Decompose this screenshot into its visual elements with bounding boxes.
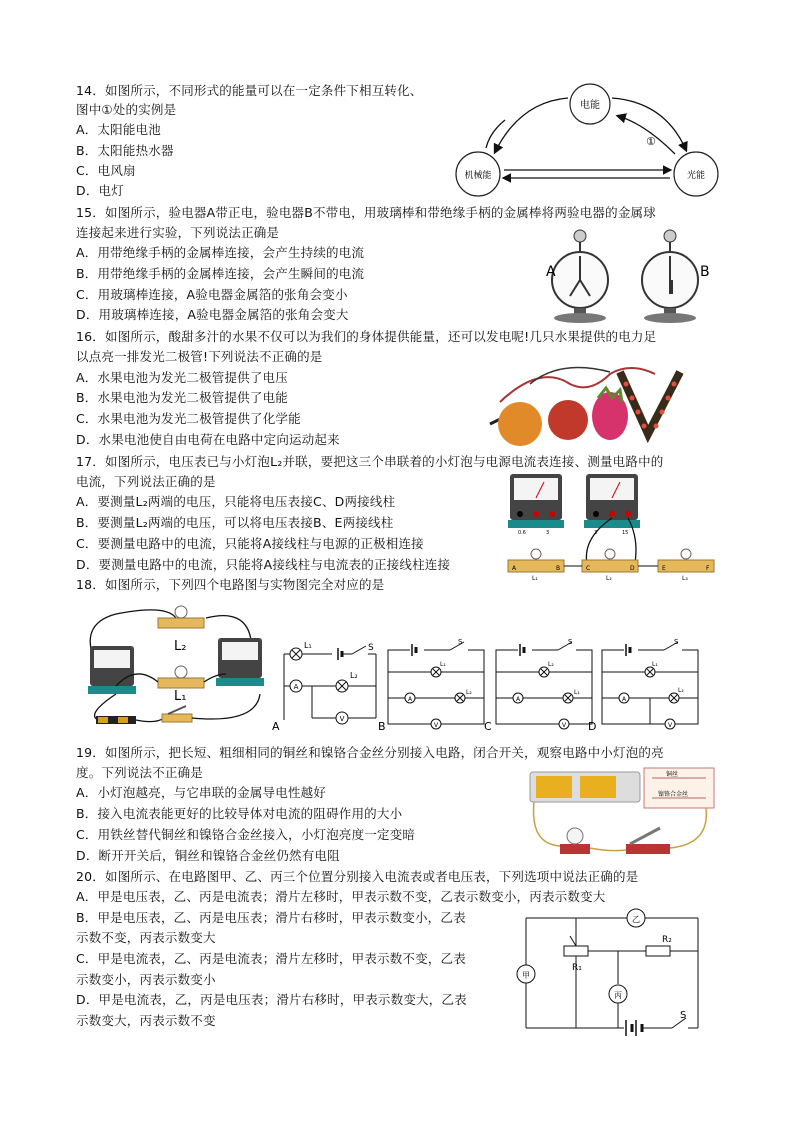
q18d-lamp2: L₂ <box>678 687 684 694</box>
q18-label-d: D <box>588 720 597 733</box>
q17-post-a: A <box>512 565 517 572</box>
q18-label-c: C <box>484 720 492 733</box>
q20-label-r2: R₂ <box>662 935 672 945</box>
q18d-switch: S <box>674 638 679 646</box>
q16-stem-line2: 以点亮一排发光二极管!下列说法不正确的是 <box>76 349 323 364</box>
q20-option-b-line1: B．甲是电压表，乙、丙是电压表；滑片右移时，甲表示数变小，乙表 <box>76 910 466 925</box>
q18c-switch: S <box>568 638 573 646</box>
q18d-voltmeter: V <box>667 722 673 729</box>
q14-option-d: D．电灯 <box>76 183 124 198</box>
q14-option-c: C．电风扇 <box>76 163 136 178</box>
q20-option-d-line1: D．甲是电流表，乙，丙是电压表；滑片右移时，甲表示数变大，乙表 <box>76 992 467 1007</box>
q14-label-light: 光能 <box>686 171 706 181</box>
q15-option-b: B．用带绝缘手柄的金属棒连接，会产生瞬间的电流 <box>76 266 365 281</box>
q20-label-s: S <box>680 1010 687 1021</box>
q18-circuit-c <box>484 636 598 733</box>
q15-label-b: B <box>700 264 710 280</box>
q19-label-nichrome: 镍铬合金丝 <box>658 791 689 798</box>
q17-option-a: A．要测量L₂两端的电压，只能将电压表接C、D两接线柱 <box>76 494 396 509</box>
q19-option-c: C．用铁丝替代铜丝和镍铬合金丝接入，小灯泡亮度一定变暗 <box>76 827 416 842</box>
q20-meter-yi: 乙 <box>632 915 640 924</box>
q17-stem-line2: 电流，下列说法正确的是 <box>76 474 216 489</box>
q18-circuit-a <box>272 636 382 732</box>
q18a-lamp2: L₂ <box>350 671 358 680</box>
q18d-ammeter: A <box>621 696 627 703</box>
q17-lamp-l3: L₃ <box>682 575 688 582</box>
q17-post-f: F <box>706 565 710 572</box>
q17-option-c: C．要测量电路中的电流，只能将A接线柱与电源的正极相连接 <box>76 536 424 551</box>
q20-label-r1: R₁ <box>572 963 582 973</box>
q19-option-b: B．接入电流表能更好的比较导体对电流的阻碍作用的大小 <box>76 806 403 821</box>
q17-post-c: C <box>586 565 591 572</box>
q14-option-a: A．太阳能电池 <box>76 122 161 137</box>
q18c-lamp2: L₂ <box>548 661 554 668</box>
q18-label-a: A <box>272 720 280 733</box>
q20-option-a: A．甲是电压表，乙、丙是电流表；滑片左移时，甲表示数不变，乙表示数变小，丙表示数变大 <box>76 889 606 904</box>
q17-post-e: E <box>662 565 666 572</box>
q14-label-electric: 电能 <box>580 100 600 111</box>
q15-label-a: A <box>546 264 556 280</box>
q18-circuit-b <box>380 636 490 732</box>
q18a-ammeter: A <box>293 683 299 691</box>
q15-option-d: D．用玻璃棒连接，A验电器金属箔的张角会变大 <box>76 307 349 322</box>
q17-scale-3: 3 <box>594 530 598 536</box>
q19-stem-line1: 19．如图所示，把长短、粗细相同的铜丝和镍铬合金丝分别接入电路，闭合开关，观察电路中小灯泡的亮 <box>76 745 664 760</box>
q14-option-b: B．太阳能热水器 <box>76 143 174 158</box>
q14-energy-diagram <box>450 82 730 198</box>
q17-scale-2: 3 <box>546 530 550 536</box>
q17-scale-1: 0.6 <box>518 530 526 536</box>
q17-post-b: B <box>556 565 561 572</box>
q19-label-copper: 铜丝 <box>666 771 679 778</box>
q20-option-c-line1: C．甲是电流表，乙、丙是电流表；滑片左移时，甲表示数不变，乙表 <box>76 951 466 966</box>
q18c-ammeter: A <box>515 696 521 703</box>
q17-scale-4: 15 <box>622 530 629 536</box>
q17-circuit-photo <box>500 470 720 580</box>
q18a-lamp1: L₁ <box>304 641 312 650</box>
q18c-lamp1: L₁ <box>574 689 580 696</box>
q18b-lamp1: L₁ <box>440 661 446 668</box>
q14-label-mechanical: 机械能 <box>464 171 492 181</box>
q18-label-l1: L₁ <box>174 689 187 704</box>
q20-meter-jia: 甲 <box>522 971 530 980</box>
q17-lamp-l1: L₁ <box>532 575 538 582</box>
q16-option-a: A．水果电池为发光二极管提供了电压 <box>76 370 288 385</box>
q19-option-d: D．断开开关后，铜丝和镍铬合金丝仍然有电阻 <box>76 848 340 863</box>
q17-option-d: D．要测量电路中的电流，只能将A接线柱与电流表的正接线柱连接 <box>76 557 451 572</box>
q16-option-c: C．水果电池为发光二极管提供了化学能 <box>76 411 301 426</box>
q18-stem: 18．如图所示，下列四个电路图与实物图完全对应的是 <box>76 577 385 592</box>
q20-option-c-line2: 示数变小，丙表示数变小 <box>76 972 216 987</box>
q15-stem-line2: 连接起来进行实验，下列说法正确是 <box>76 225 280 240</box>
q20-meter-bing: 丙 <box>614 991 622 1000</box>
q18a-voltmeter: V <box>339 715 345 723</box>
q17-option-b: B．要测量L₂两端的电压，可以将电压表接B、E两接线柱 <box>76 515 394 530</box>
q20-option-b-line2: 示数不变，丙表示数变大 <box>76 930 216 945</box>
q17-lamp-l2: L₂ <box>606 575 612 582</box>
q14-stem-line2: 图中①处的实例是 <box>76 102 177 117</box>
q16-stem-line1: 16．如图所示，酸甜多汁的水果不仅可以为我们的身体提供能量，还可以发电呢!几只水果提供的电力足 <box>76 329 657 344</box>
q16-option-d: D．水果电池使自由电荷在电路中定向运动起来 <box>76 432 340 447</box>
q18-physical-circuit <box>76 604 276 730</box>
q19-stem-line2: 度。下列说法不正确是 <box>76 765 204 780</box>
q18b-switch: S <box>458 638 463 646</box>
q18b-ammeter: A <box>407 696 413 703</box>
q18-label-l2: L₂ <box>174 639 187 654</box>
q15-electroscopes <box>540 228 720 324</box>
q18a-switch: S <box>368 643 374 653</box>
q20-option-d-line2: 示数变大，丙表示数不变 <box>76 1013 216 1028</box>
q20-stem: 20．如图所示、在电路图甲、乙、丙三个位置分别接入电流表或者电压表，下列选项中说法正确的是 <box>76 869 639 884</box>
q18c-voltmeter: V <box>561 722 567 729</box>
q15-option-c: C．用玻璃棒连接，A验电器金属箔的张角会变小 <box>76 287 348 302</box>
q18b-voltmeter: V <box>433 722 439 729</box>
q16-option-b: B．水果电池为发光二极管提供了电能 <box>76 390 288 405</box>
q14-stem-line1: 14．如图所示，不同形式的能量可以在一定条件下相互转化、 <box>76 83 423 98</box>
q18d-lamp1: L₁ <box>652 661 658 668</box>
q19-option-a: A．小灯泡越亮，与它串联的金属导电性越好 <box>76 785 327 800</box>
q14-label-mark: ① <box>646 135 656 148</box>
q18-circuit-d <box>588 636 704 733</box>
q17-post-d: D <box>630 565 635 572</box>
q20-circuit-diagram <box>512 906 712 1036</box>
q18-label-b: B <box>378 720 386 733</box>
q17-stem-line1: 17．如图所示，电压表已与小灯泡L₂并联，要把这三个串联着的小灯泡与电源电流表连接、测量电路中的 <box>76 454 664 469</box>
q15-stem-line1: 15．如图所示，验电器A带正电，验电器B不带电，用玻璃棒和带绝缘手柄的金属棒将两验电器的金属球 <box>76 205 656 220</box>
q15-option-a: A．用带绝缘手柄的金属棒连接，会产生持续的电流 <box>76 245 365 260</box>
q16-fruit-battery-photo <box>470 354 710 450</box>
q18b-lamp2: L₂ <box>466 689 472 696</box>
q19-wire-circuit-photo <box>520 764 720 860</box>
